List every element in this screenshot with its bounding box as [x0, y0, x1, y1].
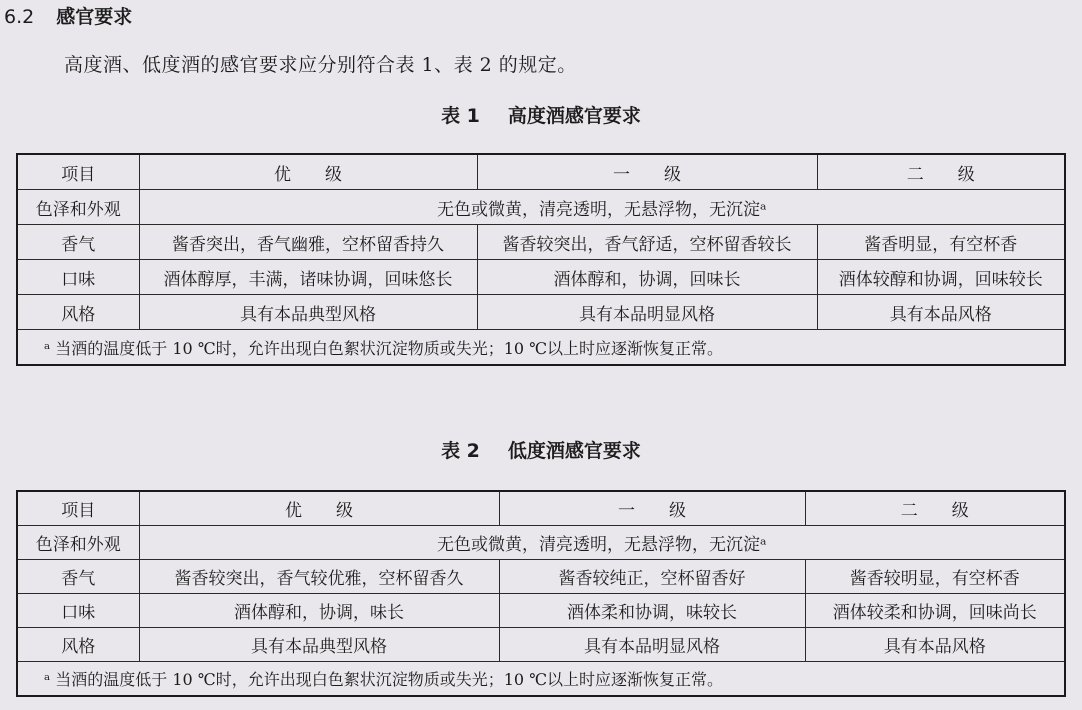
- table-header-row: [17, 491, 1065, 526]
- table-cell: 具有本品典型风格: [139, 628, 499, 662]
- table-cell: 酒体醇厚，丰满，诸味协调，回味悠长: [139, 260, 477, 295]
- table-cell: 酒体醇和，协调，回味长: [477, 260, 817, 295]
- row-label: 色泽和外观: [17, 526, 139, 560]
- table-row: [17, 295, 1065, 330]
- table-header-row: [17, 154, 1065, 190]
- row-label: 风格: [17, 295, 139, 330]
- header-item: 项目: [17, 491, 139, 526]
- merged-cell: 无色或微黄，清亮透明，无悬浮物，无沉淀ᵃ: [139, 190, 1065, 225]
- row-label: 色泽和外观: [17, 190, 139, 225]
- table-cell: 酱香明显，有空杯香: [817, 225, 1065, 260]
- table-cell: 酱香较明显，有空杯香: [805, 560, 1065, 594]
- table-cell: 酱香较纯正，空杯留香好: [499, 560, 805, 594]
- table-note-row: [17, 662, 1065, 697]
- row-label: 香气: [17, 225, 139, 260]
- table-row: [17, 260, 1065, 295]
- row-label: 风格: [17, 628, 139, 662]
- table1-title: 高度酒感官要求: [507, 105, 641, 127]
- table-cell: 具有本品风格: [805, 628, 1065, 662]
- header-grade-excellent: 优 级: [139, 154, 477, 190]
- table-footnote: ᵃ 当酒的温度低于 10 ℃时，允许出现白色絮状沉淀物质或失光；10 ℃以上时应逐渐恢复正常。: [17, 662, 1065, 697]
- header-item: 项目: [17, 154, 139, 190]
- header-grade-second: 二 级: [817, 154, 1065, 190]
- table-cell: 具有本品明显风格: [477, 295, 817, 330]
- header-grade-first: 一 级: [499, 491, 805, 526]
- row-label: 口味: [17, 260, 139, 295]
- table1: [16, 153, 1066, 366]
- table-row: [17, 628, 1065, 662]
- section-title: 感官要求: [56, 6, 133, 28]
- table-note-row: [17, 330, 1065, 366]
- table-cell: 酱香较突出，香气较优雅，空杯留香久: [139, 560, 499, 594]
- table-cell: 酒体柔和协调，味较长: [499, 594, 805, 628]
- header-grade-first: 一 级: [477, 154, 817, 190]
- section-heading: [4, 2, 132, 29]
- table1-caption: [0, 101, 1082, 128]
- section-number: 6.2: [4, 6, 35, 28]
- table-cell: 具有本品典型风格: [139, 295, 477, 330]
- table-cell: 酒体醇和，协调，味长: [139, 594, 499, 628]
- table1-number: 表 1: [441, 105, 480, 127]
- table-footnote: ᵃ 当酒的温度低于 10 ℃时，允许出现白色絮状沉淀物质或失光；10 ℃以上时应逐渐恢复正常。: [17, 330, 1065, 366]
- intro-paragraph: 高度酒、低度酒的感官要求应分别符合表 1、表 2 的规定。: [64, 54, 577, 76]
- row-label: 口味: [17, 594, 139, 628]
- table2-caption: [0, 436, 1082, 463]
- table-row: [17, 594, 1065, 628]
- table-cell: 具有本品明显风格: [499, 628, 805, 662]
- table-row: [17, 190, 1065, 225]
- table-row: [17, 225, 1065, 260]
- header-grade-second: 二 级: [805, 491, 1065, 526]
- table2: [16, 490, 1066, 697]
- table-row: [17, 526, 1065, 560]
- row-label: 香气: [17, 560, 139, 594]
- table-cell: 酒体较柔和协调，回味尚长: [805, 594, 1065, 628]
- table2-title: 低度酒感官要求: [507, 440, 641, 462]
- header-grade-excellent: 优 级: [139, 491, 499, 526]
- table2-number: 表 2: [441, 440, 480, 462]
- table-cell: 具有本品风格: [817, 295, 1065, 330]
- table-cell: 酒体较醇和协调，回味较长: [817, 260, 1065, 295]
- merged-cell: 无色或微黄，清亮透明，无悬浮物，无沉淀ᵃ: [139, 526, 1065, 560]
- table-cell: 酱香突出，香气幽雅，空杯留香持久: [139, 225, 477, 260]
- table-row: [17, 560, 1065, 594]
- table-cell: 酱香较突出，香气舒适，空杯留香较长: [477, 225, 817, 260]
